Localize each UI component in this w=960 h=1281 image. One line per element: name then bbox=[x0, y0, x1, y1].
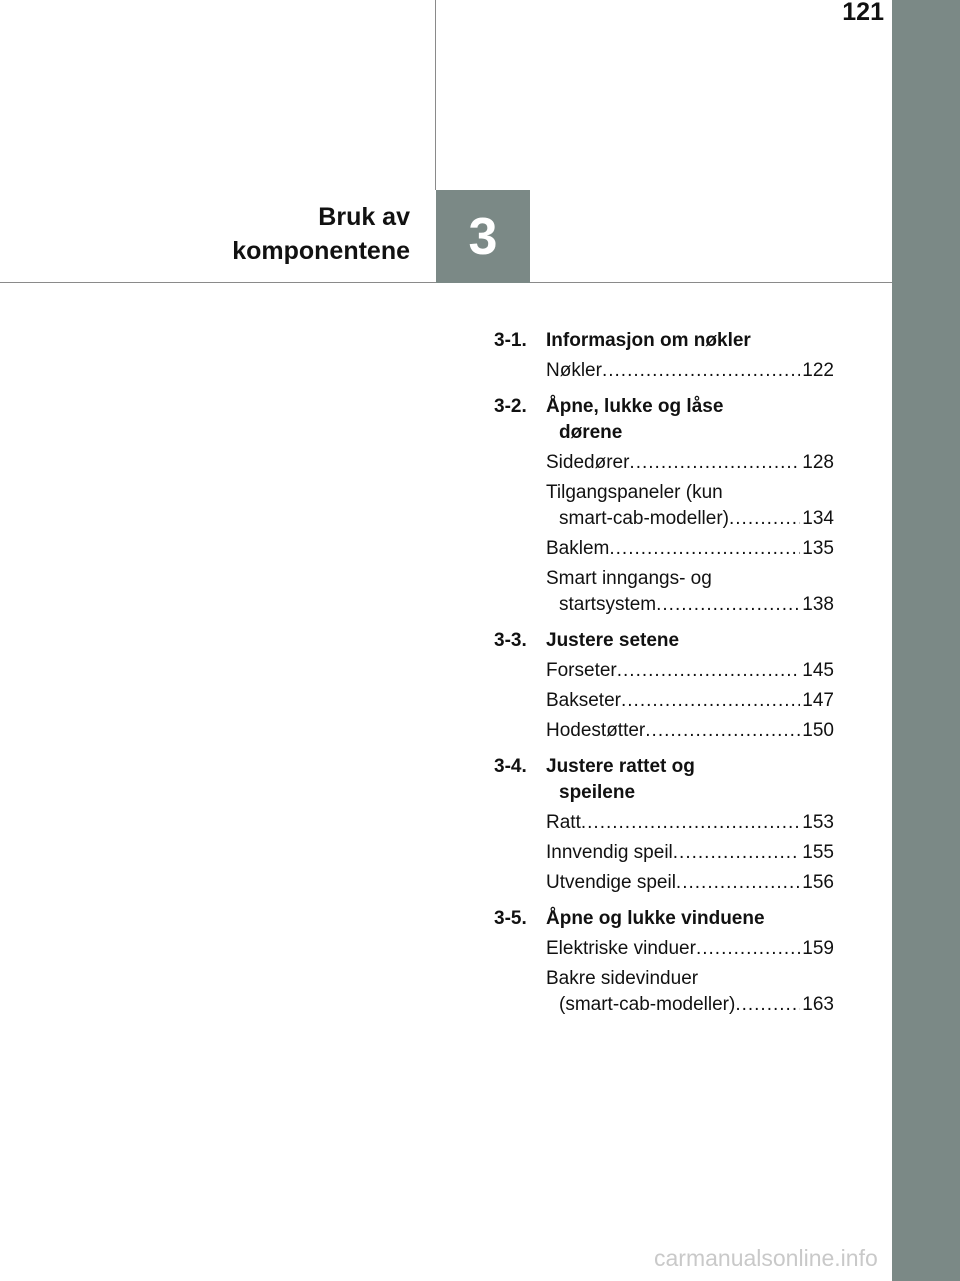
entry-page-number: 128 bbox=[802, 452, 834, 473]
toc-section-heading bbox=[494, 754, 834, 806]
entry-row bbox=[546, 840, 834, 866]
entry-title-line: Elektriske vinduer bbox=[546, 938, 696, 959]
watermark: carmanualsonline.info bbox=[654, 1245, 878, 1271]
entry-row bbox=[546, 870, 834, 896]
entry-title-line: Ratt bbox=[546, 812, 581, 833]
entry-page-number: 134 bbox=[802, 508, 834, 529]
toc-entry[interactable] bbox=[546, 480, 834, 532]
section-number: 3-5. bbox=[494, 908, 527, 929]
dot-leader bbox=[729, 506, 800, 532]
entry-title-line: Baklem bbox=[546, 538, 610, 559]
section-title-line: speilene bbox=[559, 782, 636, 803]
toc-entry[interactable] bbox=[546, 566, 834, 618]
entry-title-line: Hodestøtter bbox=[546, 720, 646, 741]
toc-entry[interactable] bbox=[546, 718, 834, 744]
dot-leader bbox=[645, 718, 800, 744]
entry-row bbox=[546, 810, 834, 836]
table-of-contents bbox=[494, 328, 834, 1018]
entry-title-line: Bakseter bbox=[546, 690, 621, 711]
dot-leader bbox=[673, 840, 801, 866]
section-title bbox=[546, 394, 834, 446]
entry-page-number: 138 bbox=[802, 594, 834, 615]
chapter-title-line: Bruk av bbox=[318, 203, 410, 231]
toc-section-heading bbox=[494, 628, 834, 654]
entry-row bbox=[546, 536, 834, 562]
dot-leader bbox=[656, 592, 800, 618]
toc-section-heading bbox=[494, 906, 834, 932]
toc-entry[interactable] bbox=[546, 536, 834, 562]
section-number: 3-2. bbox=[494, 396, 527, 417]
dot-leader bbox=[676, 870, 800, 896]
dot-leader bbox=[621, 688, 800, 714]
entry-row bbox=[546, 358, 834, 384]
entry-page-number: 163 bbox=[802, 994, 834, 1015]
toc-entry[interactable] bbox=[546, 870, 834, 896]
dot-leader bbox=[609, 536, 800, 562]
entry-page-number: 147 bbox=[802, 690, 834, 711]
entry-row bbox=[546, 592, 834, 618]
section-title bbox=[546, 906, 834, 932]
section-title bbox=[546, 754, 834, 806]
entry-page-number: 153 bbox=[802, 812, 834, 833]
toc-entry[interactable] bbox=[546, 810, 834, 836]
toc-section-heading bbox=[494, 328, 834, 354]
page-number: 121 bbox=[842, 0, 884, 26]
section-title-line: Justere setene bbox=[546, 630, 680, 651]
section-title bbox=[546, 328, 834, 354]
entry-page-number: 150 bbox=[802, 720, 834, 741]
entry-page-number: 156 bbox=[802, 872, 834, 893]
dot-leader bbox=[581, 810, 800, 836]
entry-title-line: Sidedører bbox=[546, 452, 630, 473]
entry-row bbox=[546, 506, 834, 532]
entry-row bbox=[546, 658, 834, 684]
entry-row bbox=[546, 718, 834, 744]
chapter-side-bar bbox=[892, 0, 960, 1281]
section-number: 3-4. bbox=[494, 756, 527, 777]
toc-entry[interactable] bbox=[546, 658, 834, 684]
entry-title-line: Innvendig speil bbox=[546, 842, 673, 863]
section-title-line: Åpne, lukke og låse bbox=[546, 396, 724, 417]
vertical-divider bbox=[435, 0, 436, 190]
dot-leader bbox=[696, 936, 800, 962]
entry-title-line: smart-cab-modeller) bbox=[559, 508, 729, 529]
entry-title-line: Tilgangspaneler (kun bbox=[546, 482, 723, 503]
section-title-line: Åpne og lukke vinduene bbox=[546, 908, 765, 929]
toc-entry[interactable] bbox=[546, 966, 834, 1018]
entry-title-line: (smart-cab-modeller) bbox=[559, 994, 736, 1015]
entry-page-number: 159 bbox=[802, 938, 834, 959]
dot-leader bbox=[629, 450, 800, 476]
section-title bbox=[546, 628, 834, 654]
entry-row bbox=[546, 992, 834, 1018]
entry-row bbox=[546, 936, 834, 962]
dot-leader bbox=[602, 358, 800, 384]
dot-leader bbox=[617, 658, 801, 684]
entry-title-line: Smart inngangs- og bbox=[546, 568, 712, 589]
entry-title-line: Utvendige speil bbox=[546, 872, 676, 893]
chapter-title-line: komponentene bbox=[232, 237, 410, 265]
entry-page-number: 135 bbox=[802, 538, 834, 559]
entry-page-number: 145 bbox=[802, 660, 834, 681]
section-number: 3-1. bbox=[494, 330, 527, 351]
toc-entry[interactable] bbox=[546, 450, 834, 476]
toc-section-heading bbox=[494, 394, 834, 446]
chapter-number-box: 3 bbox=[436, 190, 530, 283]
entry-page-number: 122 bbox=[802, 360, 834, 381]
entry-title-line: Bakre sidevinduer bbox=[546, 968, 699, 989]
entry-title-line: startsystem bbox=[559, 594, 657, 615]
toc-entry[interactable] bbox=[546, 840, 834, 866]
toc-entry[interactable] bbox=[546, 936, 834, 962]
entry-title-line: Nøkler bbox=[546, 360, 602, 381]
entry-row bbox=[546, 688, 834, 714]
chapter-title bbox=[150, 200, 410, 268]
section-title-line: Justere rattet og bbox=[546, 756, 695, 777]
toc-entry[interactable] bbox=[546, 688, 834, 714]
toc-entry[interactable] bbox=[546, 358, 834, 384]
entry-page-number: 155 bbox=[802, 842, 834, 863]
dot-leader bbox=[735, 992, 800, 1018]
section-number: 3-3. bbox=[494, 630, 527, 651]
entry-row bbox=[546, 450, 834, 476]
section-title-line: dørene bbox=[559, 422, 623, 443]
section-title-line: Informasjon om nøkler bbox=[546, 330, 751, 351]
entry-title-line: Forseter bbox=[546, 660, 617, 681]
